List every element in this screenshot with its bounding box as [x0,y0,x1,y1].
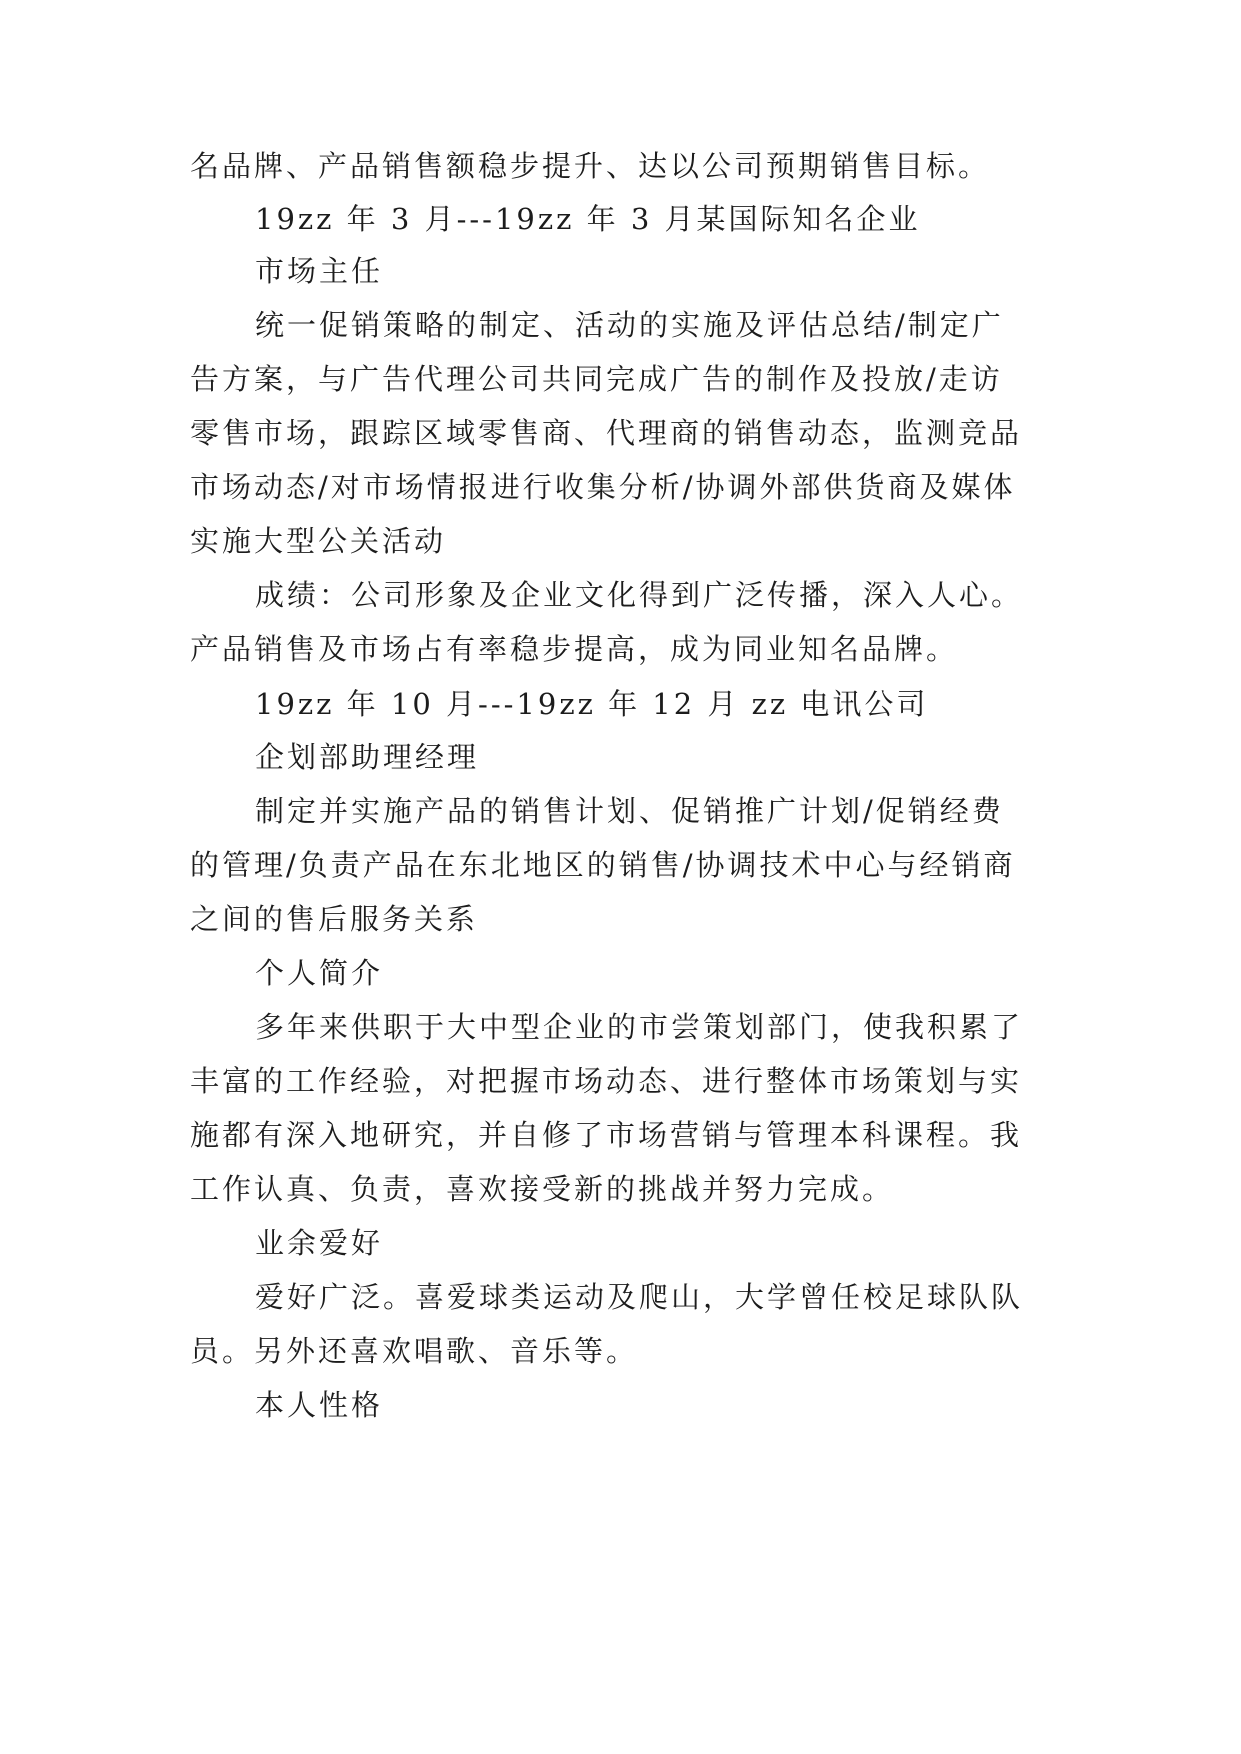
text-line: 多年来供职于大中型企业的市尝策划部门，使我积累了 [255,1010,1024,1044]
text-line: 制定并实施产品的销售计划、促销推广计划/促销经费 [255,794,1004,828]
text-line: 施都有深入地研究，并自修了市场营销与管理本科课程。我 [190,1118,1023,1152]
text-line: 爱好广泛。喜爱球类运动及爬山，大学曾任校足球队队 [255,1280,1024,1314]
text-line: 零售市场，跟踪区域零售商、代理商的销售动态，监测竞品 [190,416,1023,450]
text-line: 市场动态/对市场情报进行收集分析/协调外部供货商及媒体 [190,470,1016,504]
text-line: 产品销售及市场占有率稳步提高，成为同业知名品牌。 [190,632,959,666]
text-line: 之间的售后服务关系 [190,902,479,936]
section-heading: 本人性格 [255,1388,384,1422]
job-period-heading: 19zz 年 3 月---19zz 年 3 月某国际知名企业 [255,202,921,236]
text-line: 名品牌、产品销售额稳步提升、达以公司预期销售目标。 [190,149,991,183]
job-period-heading: 19zz 年 10 月---19zz 年 12 月 zz 电讯公司 [255,687,929,721]
text-line: 告方案，与广告代理公司共同完成广告的制作及投放/走访 [190,362,1003,396]
text-line: 实施大型公关活动 [190,524,447,558]
text-line: 成绩：公司形象及企业文化得到广泛传播，深入人心。 [255,578,1024,612]
text-line: 员。另外还喜欢唱歌、音乐等。 [190,1334,639,1368]
section-heading: 业余爱好 [255,1226,384,1260]
text-line: 工作认真、负责，喜欢接受新的挑战并努力完成。 [190,1172,895,1206]
section-heading: 个人简介 [255,956,384,990]
text-line: 的管理/负责产品在东北地区的销售/协调技术中心与经销商 [190,848,1016,882]
text-line: 统一促销策略的制定、活动的实施及评估总结/制定广 [255,308,1004,342]
text-line: 丰富的工作经验，对把握市场动态、进行整体市场策划与实 [190,1064,1023,1098]
job-title: 市场主任 [255,254,384,288]
job-title: 企划部助理经理 [255,740,480,774]
